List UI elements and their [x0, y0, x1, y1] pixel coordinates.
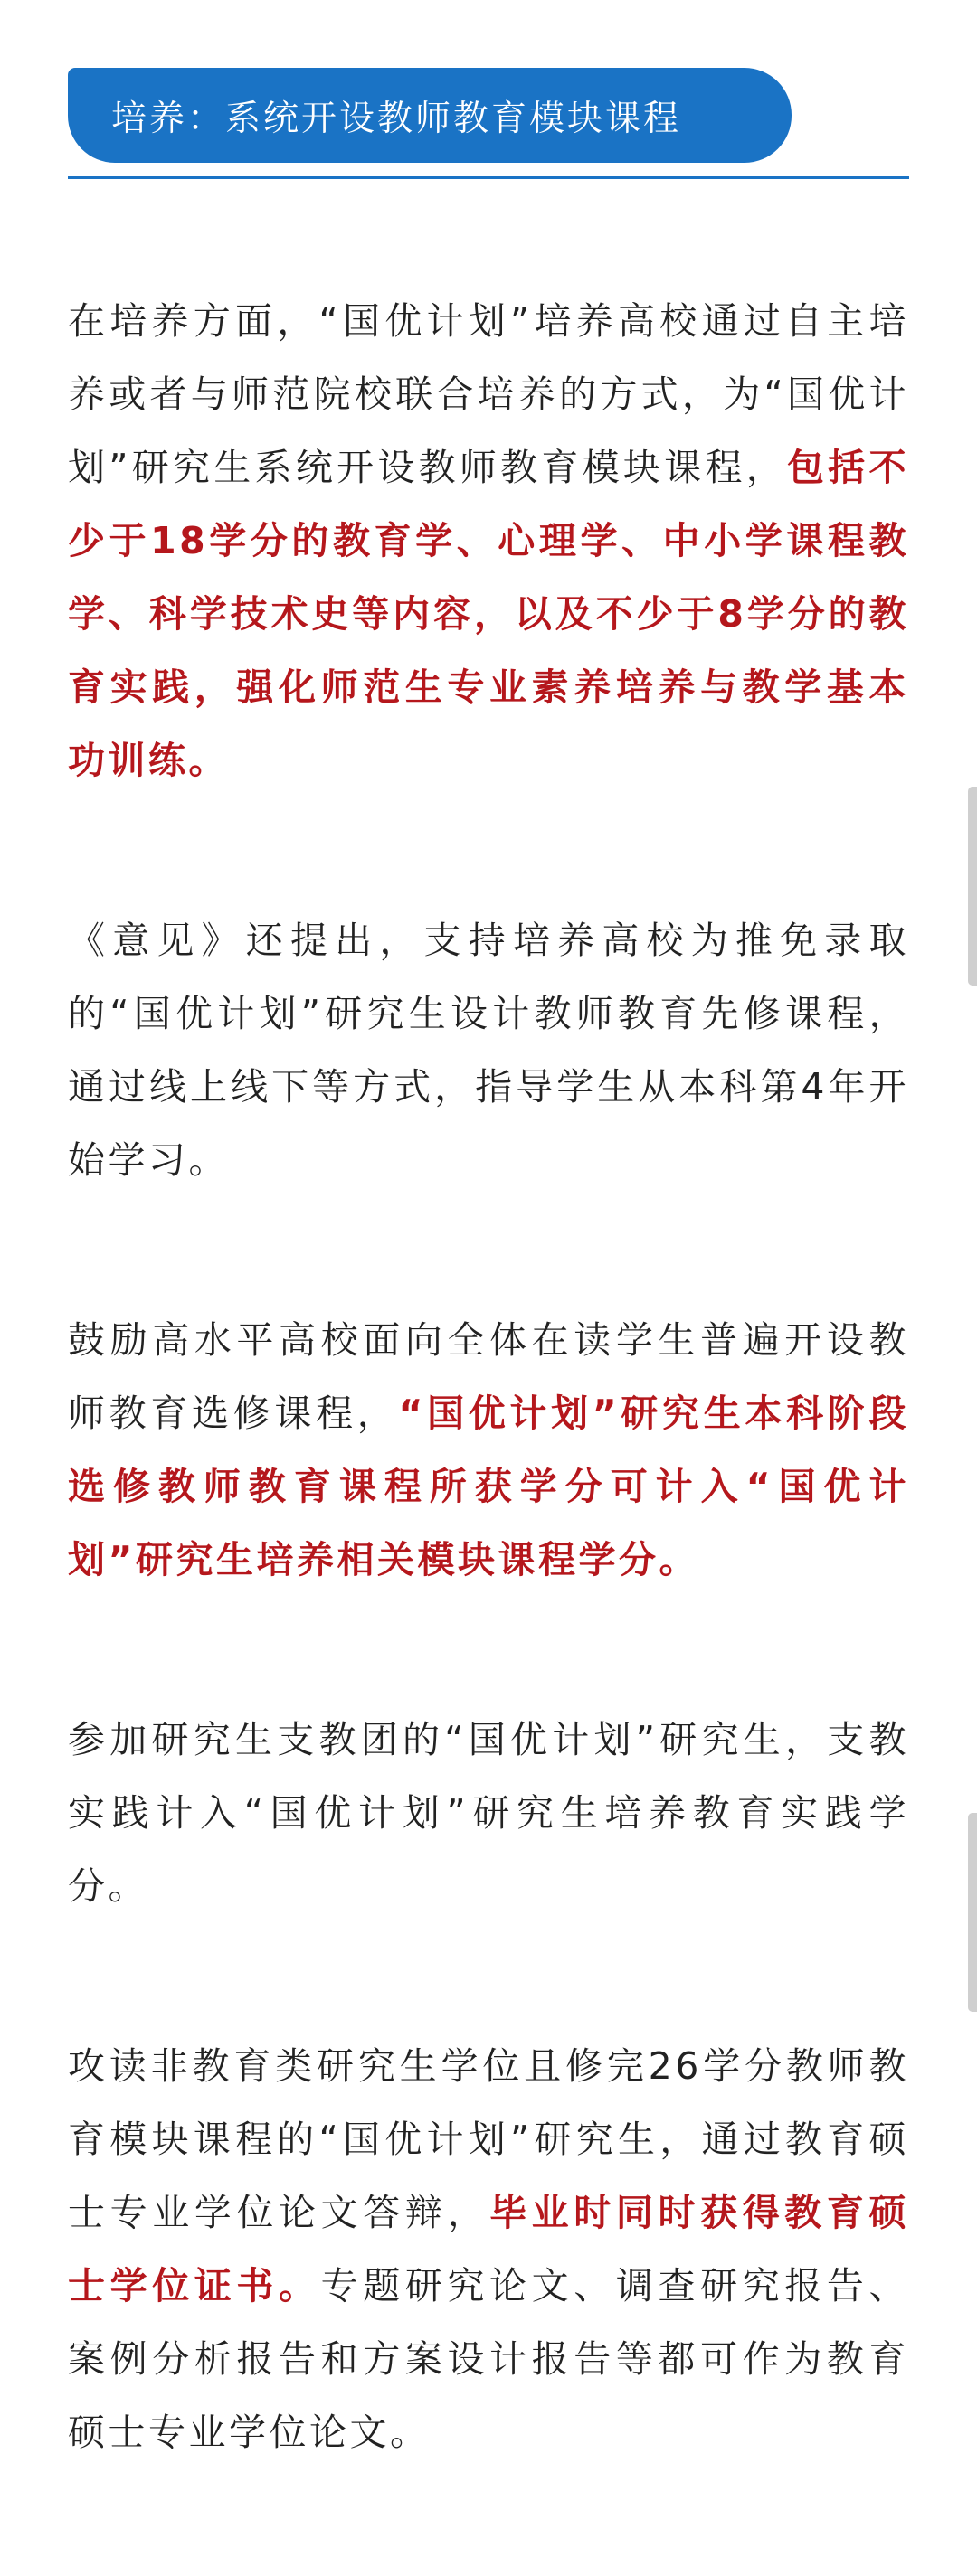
- paragraph-elective-credits: [68, 1304, 909, 1597]
- header-divider: [68, 176, 909, 179]
- highlighted-text: “国优计划”研究生本科阶段选修教师教育课程所获学分可计入“国优计划”研究生培养相关模块课程学分。: [68, 1392, 909, 1581]
- scrollbar-thumb[interactable]: [968, 787, 977, 986]
- article-body: [68, 285, 909, 2576]
- paragraph-text: 专题研究论文、调查研究报告、案例分析报告和方案设计报告等都可作为教育硕士专业学位论文。: [68, 2264, 910, 2454]
- section-header-title: 培养：系统开设教师教育模块课程: [111, 98, 682, 139]
- scrollbar-thumb[interactable]: [968, 1813, 977, 2012]
- paragraph-volunteer-teaching: [68, 1703, 909, 1923]
- paragraph-prerequisite-courses: [68, 904, 909, 1197]
- paragraph-degree-certificate: [68, 2030, 909, 2469]
- paragraph-text: 《意见》还提出，支持培养高校为推免录取的“国优计划”研究生设计教师教育先修课程，通过线上线下等方式，指导学生从本科第4年开始学习。: [68, 919, 909, 1182]
- paragraph-text: 鼓励高水平高校面向全体在读学生普遍开设教师教育选修课程，: [68, 1318, 909, 1435]
- highlighted-text: 毕业时同时获得教育硕士学位证书。: [68, 2191, 910, 2307]
- section-header-banner: [68, 68, 792, 163]
- paragraph-text: 攻读非教育类研究生学位且修完26学分教师教育模块课程的“国优计划”研究生，通过教育硕士专业学位论文答辩，: [68, 2044, 909, 2234]
- highlighted-text: 包括不少于18学分的教育学、心理学、中小学课程教学、科学技术史等内容，以及不少于8学分的教育实践，强化师范生专业素养培养与教学基本功训练。: [68, 446, 909, 782]
- paragraph-training: [68, 285, 909, 797]
- paragraph-text: 在培养方面，“国优计划”培养高校通过自主培养或者与师范院校联合培养的方式，为“国优计划”研究生系统开设教师教育模块课程，: [68, 299, 909, 489]
- paragraph-text: 参加研究生支教团的“国优计划”研究生，支教实践计入“国优计划”研究生培养教育实践学分。: [68, 1718, 909, 1908]
